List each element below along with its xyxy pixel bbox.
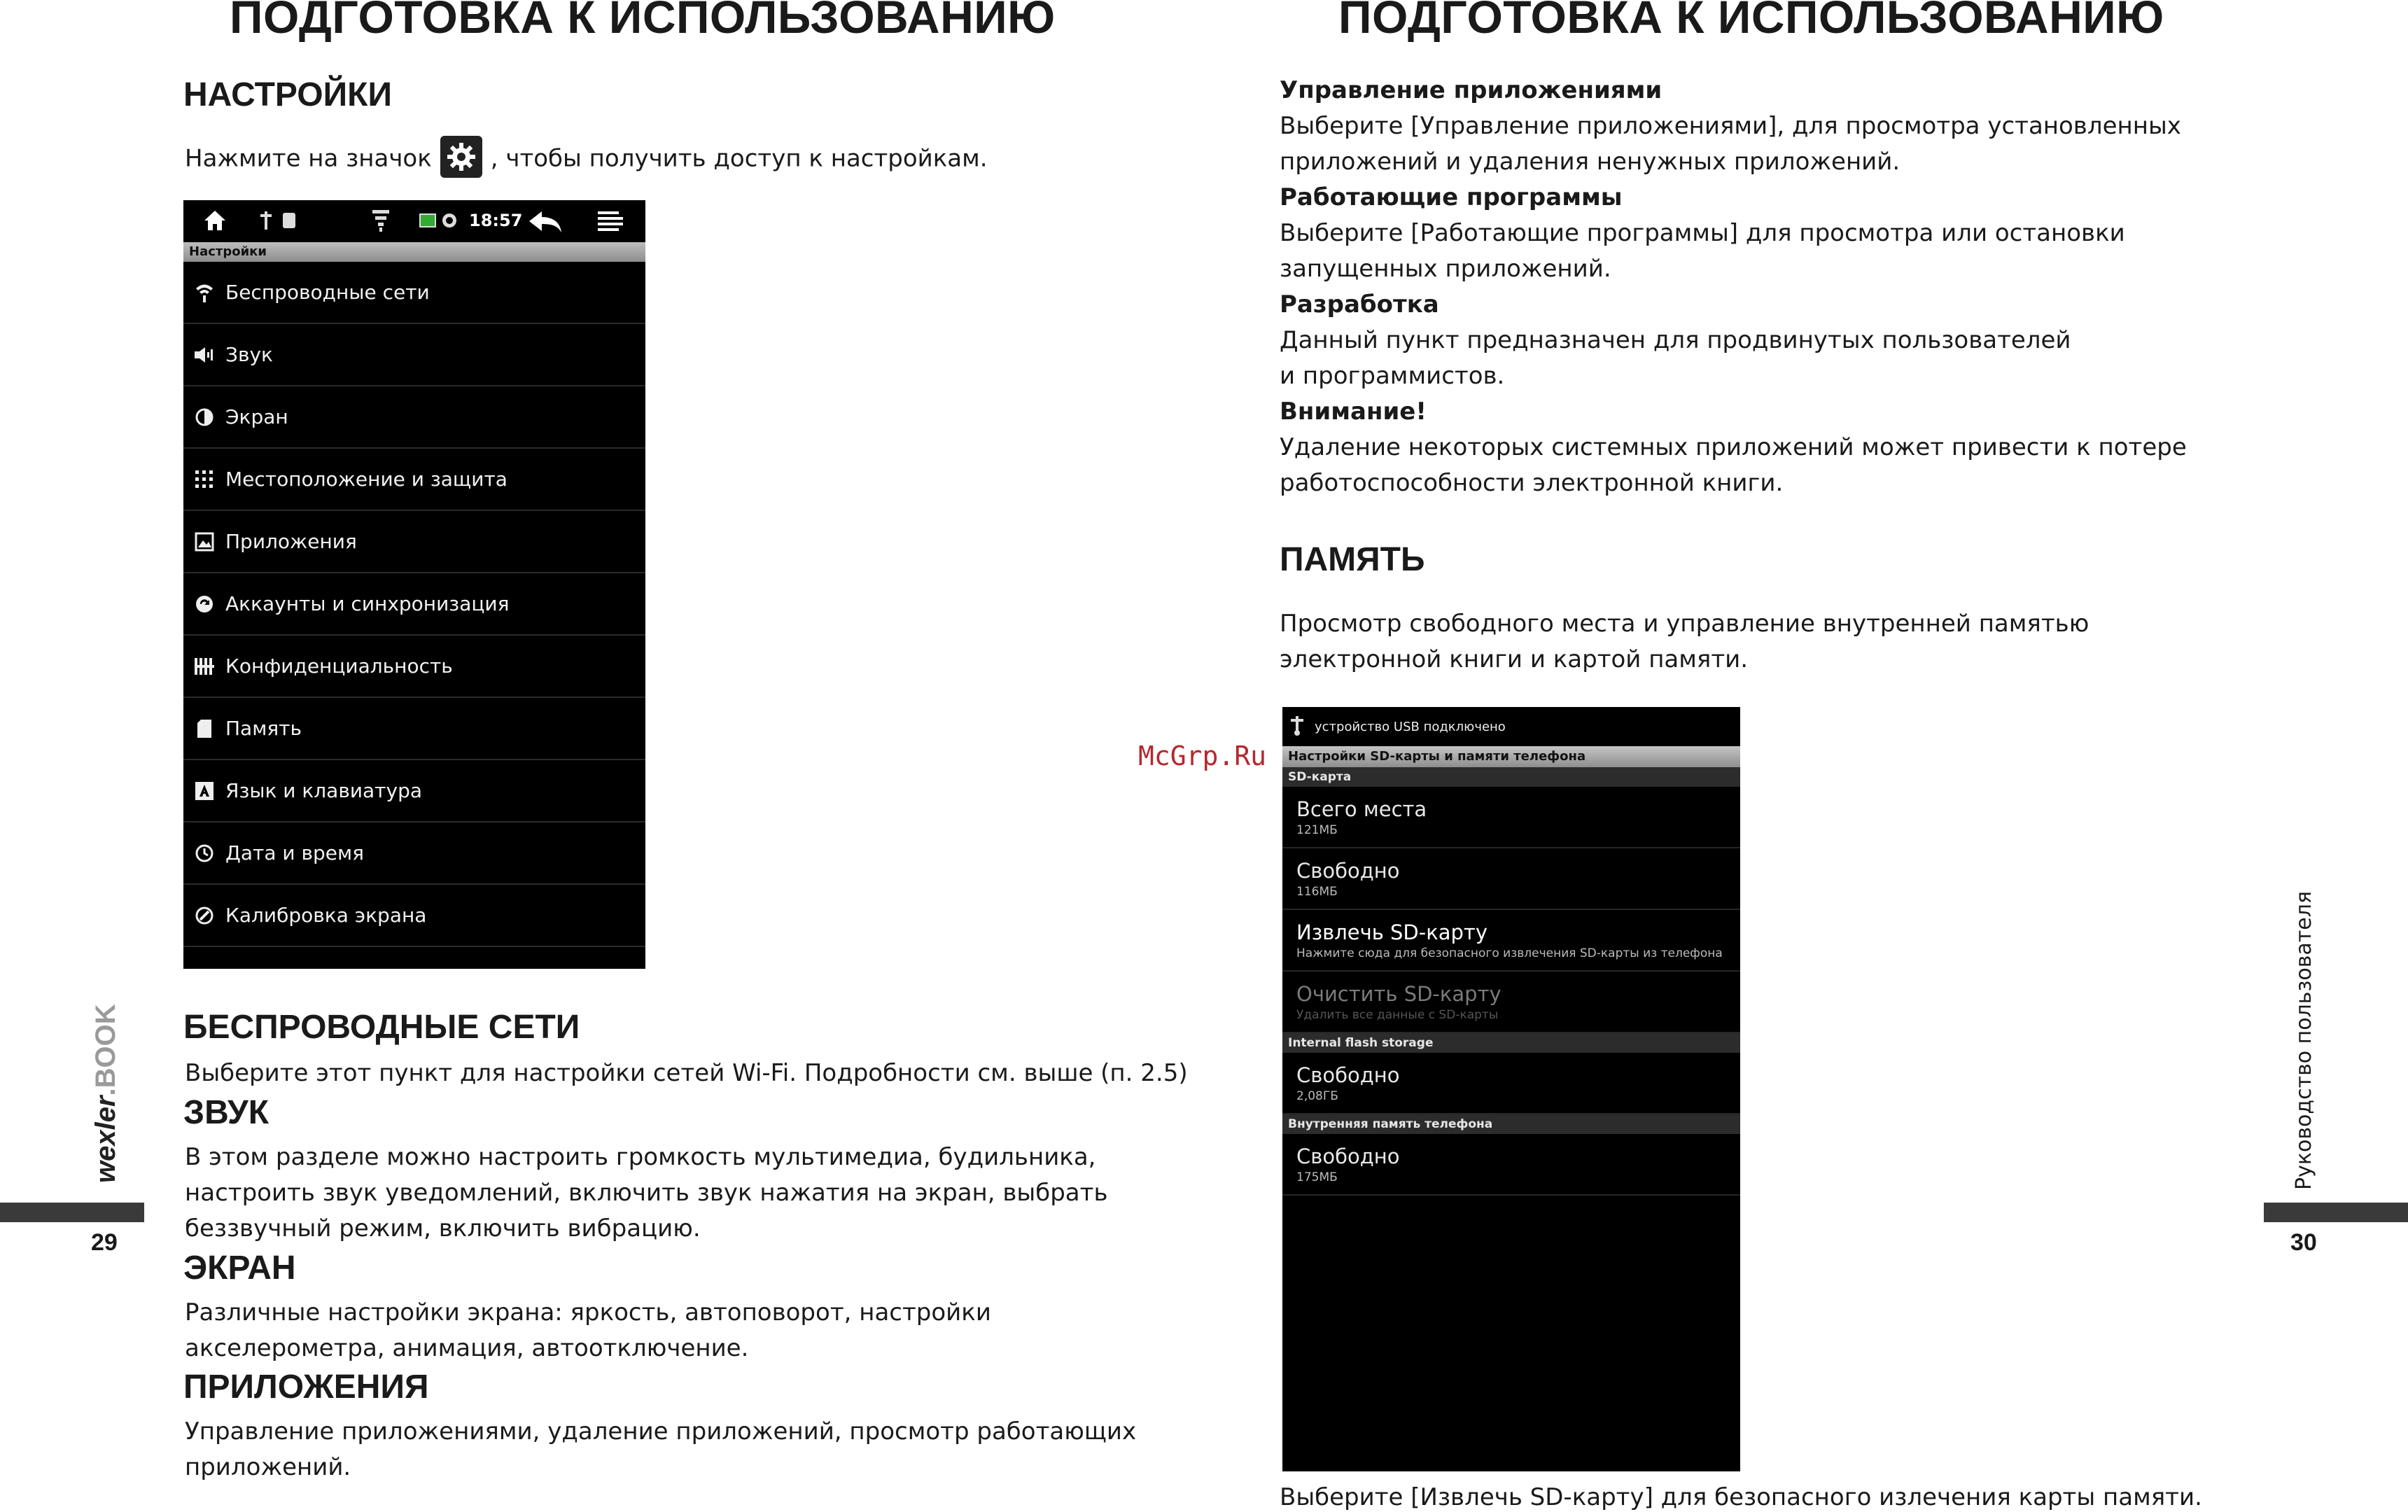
right-page-number: 30 <box>2290 1229 2317 1256</box>
block-title: Внимание! <box>1280 398 1427 426</box>
settings-item-label: Дата и время <box>225 841 364 864</box>
sync-icon <box>183 594 225 614</box>
text-line: Выберите этот пункт для настройки сетей Wi-Fi. Подробности см. выше (п. 2.5) <box>185 1059 1188 1087</box>
settings-item-label: Местоположение и защита <box>225 468 507 491</box>
side-label-text: Руководство пользователя <box>2292 891 2316 1190</box>
usb-status-text: устройство USB подключено <box>1315 719 1506 734</box>
text-line: Просмотр свободного места и управление внутренней памятью <box>1280 610 2090 638</box>
settings-item-label: Конфиденциальность <box>225 654 453 678</box>
brand-logo-text: wexler <box>90 1096 121 1183</box>
phone-group-header: Внутренняя память телефона <box>1282 1114 1740 1134</box>
back-icon <box>528 210 563 237</box>
language-icon <box>183 781 225 801</box>
status-bar <box>183 200 645 242</box>
memory-caption: Выберите [Извлечь SD-карту] для безопасного излечения карты памяти. <box>1280 1483 2202 1511</box>
item-sub: 175МБ <box>1296 1170 1338 1184</box>
text-line: Управление приложениями, удаление приложений, просмотр работающих <box>185 1418 1137 1446</box>
battery-icon <box>419 211 458 232</box>
flash-group-header: Internal flash storage <box>1282 1033 1740 1053</box>
home-icon <box>203 209 227 234</box>
wifi-icon <box>183 282 225 303</box>
apps-icon <box>183 532 225 552</box>
text-line: работоспособности электронной книги. <box>1280 469 1784 497</box>
settings-item[interactable] <box>183 573 645 636</box>
settings-item[interactable] <box>183 760 645 822</box>
right-page-bar <box>2264 1203 2408 1222</box>
settings-item[interactable] <box>183 324 645 386</box>
sd-group-header: SD-карта <box>1282 767 1740 787</box>
text-line: настроить звук уведомлений, включить звук нажатия на экран, выбрать <box>185 1179 1108 1207</box>
brand-suffix: .BOOK <box>90 1004 121 1096</box>
item-sub: 116МБ <box>1296 885 1338 899</box>
item-title: Очистить SD-карту <box>1296 982 1502 1006</box>
settings-item-label: Аккаунты и синхронизация <box>225 592 510 615</box>
watermark: McGrp.Ru <box>1138 741 1267 771</box>
settings-title: НАСТРОЙКИ <box>183 76 392 113</box>
sd-total-item[interactable] <box>1282 787 1740 848</box>
settings-item-label: Калибровка экрана <box>225 904 427 927</box>
text-line: приложений. <box>185 1453 351 1481</box>
settings-item[interactable] <box>183 262 645 324</box>
section-title-wireless: БЕСПРОВОДНЫЕ СЕТИ <box>183 1009 580 1046</box>
section-title-apps: ПРИЛОЖЕНИЯ <box>183 1368 429 1406</box>
item-title: Свободно <box>1296 1144 1400 1168</box>
settings-item[interactable] <box>183 449 645 511</box>
flash-free-item[interactable] <box>1282 1053 1740 1114</box>
memory-title: ПАМЯТЬ <box>1280 541 1425 578</box>
memory-screen-header: Настройки SD-карты и памяти телефона <box>1282 746 1740 767</box>
item-sub: Удалить все данные с SD-карты <box>1296 1008 1499 1022</box>
grid-icon <box>183 470 225 489</box>
settings-item-label: Язык и клавиатура <box>225 779 422 802</box>
section-title-sound: ЗВУК <box>183 1094 270 1131</box>
block-title: Разработка <box>1280 290 1439 318</box>
settings-item-label: Беспроводные сети <box>225 281 430 304</box>
memory-screenshot <box>1282 707 1740 1471</box>
status-time: 18:57 <box>469 211 523 230</box>
text-line: и программистов. <box>1280 362 1505 390</box>
left-page-number: 29 <box>91 1229 118 1256</box>
settings-item[interactable] <box>183 885 645 947</box>
item-title: Свободно <box>1296 859 1400 883</box>
settings-screenshot <box>183 200 645 969</box>
text-line: Различные настройки экрана: яркость, автоповорот, настройки <box>185 1298 991 1326</box>
section-text-wireless <box>185 1056 1188 1091</box>
usb-icon <box>1289 715 1305 739</box>
item-sub: Нажмите сюда для безопасного извлечения SD-карты из телефона <box>1296 946 1723 960</box>
text-line: В этом разделе можно настроить громкость мультимедиа, будильника, <box>185 1143 1096 1171</box>
text-line: приложений и удаления ненужных приложений. <box>1280 148 1900 176</box>
section-text-screen <box>185 1295 991 1366</box>
item-title: Свободно <box>1296 1063 1400 1087</box>
settings-list <box>183 262 645 947</box>
gear-icon <box>440 136 482 178</box>
wifi-status-icon <box>371 209 391 235</box>
settings-item[interactable] <box>183 822 645 885</box>
sd-free-item[interactable] <box>1282 848 1740 910</box>
settings-item-label: Экран <box>225 405 288 428</box>
usb-icon <box>259 209 301 235</box>
settings-item-label: Приложения <box>225 530 357 553</box>
settings-crumb: Настройки <box>183 242 645 262</box>
memory-text <box>1280 606 2089 678</box>
text-line: запущенных приложений. <box>1280 255 1611 283</box>
item-sub: 2,08ГБ <box>1296 1089 1338 1103</box>
brightness-icon <box>183 407 225 427</box>
privacy-icon <box>183 657 225 676</box>
item-sub: 121МБ <box>1296 823 1338 837</box>
section-text-sound <box>185 1140 1107 1247</box>
intro-text-after: , чтобы получить доступ к настройкам. <box>490 144 988 173</box>
text-line: акселерометра, анимация, автоотключение. <box>185 1334 749 1362</box>
settings-item[interactable] <box>183 511 645 573</box>
item-title: Всего места <box>1296 797 1427 821</box>
settings-item[interactable] <box>183 698 645 760</box>
intro-text-before: Нажмите на значок <box>185 144 432 173</box>
sdcard-icon <box>183 719 225 738</box>
text-line: беззвучный режим, включить вибрацию. <box>185 1214 701 1242</box>
text-line: Выберите [Работающие программы] для просмотра или остановки <box>1280 219 2125 247</box>
text-line: Данный пункт предназначен для продвинутых пользователей <box>1280 326 2071 354</box>
block-title: Управление приложениями <box>1280 76 1662 104</box>
usb-status-bar <box>1282 707 1740 746</box>
section-text-apps <box>185 1414 1136 1485</box>
settings-item[interactable] <box>183 636 645 698</box>
block-title: Работающие программы <box>1280 183 1623 211</box>
clock-icon <box>183 844 225 863</box>
menu-icon <box>596 210 624 235</box>
sd-format-item[interactable] <box>1282 972 1740 1033</box>
text-line: Удаление некоторых системных приложений может привести к потере <box>1280 433 2187 461</box>
calibrate-icon <box>183 906 225 925</box>
settings-item-label: Звук <box>225 343 273 366</box>
right-blocks <box>1280 73 2187 501</box>
speaker-icon <box>183 346 225 364</box>
settings-item[interactable] <box>183 386 645 449</box>
left-page-header: ПОДГОТОВКА К ИСПОЛЬЗОВАНИЮ <box>230 0 1056 43</box>
left-page-bar <box>0 1203 144 1222</box>
phone-free-item[interactable] <box>1282 1134 1740 1196</box>
settings-intro <box>185 139 988 181</box>
text-line: Выберите [Управление приложениями], для просмотра установленных <box>1280 112 2181 140</box>
section-title-screen: ЭКРАН <box>183 1250 296 1287</box>
text-line: электронной книги и картой памяти. <box>1280 645 1749 673</box>
settings-item-label: Память <box>225 717 302 740</box>
item-title: Извлечь SD-карту <box>1296 920 1488 944</box>
right-page-header: ПОДГОТОВКА К ИСПОЛЬЗОВАНИЮ <box>1338 0 2164 43</box>
sd-eject-item[interactable] <box>1282 910 1740 972</box>
